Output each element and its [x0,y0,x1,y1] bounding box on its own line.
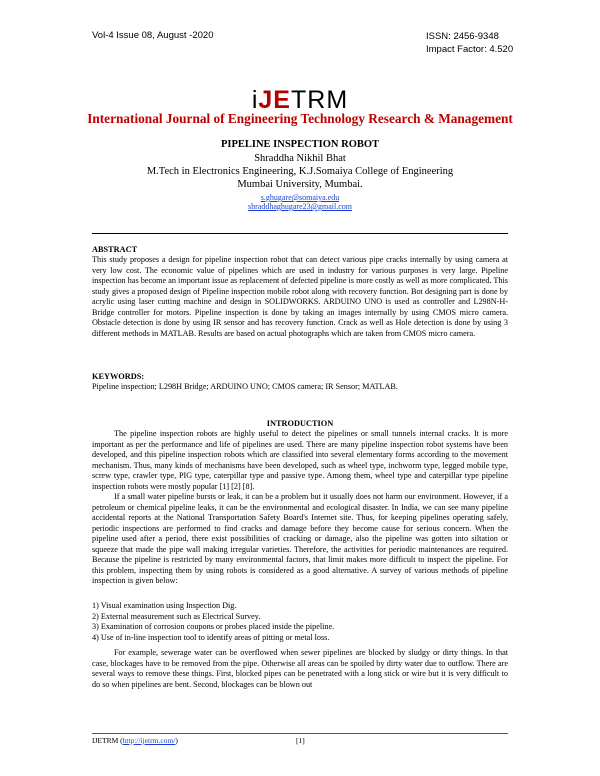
introduction-paragraph-1: The pipeline inspection robots are highly useful to detect the pipelines or small tunnels internal cracks. It is more important as per the performance and life of pipelines are used. There are many pipeline inspection robot systems have been developed, and this pipeline inspection robots which are classified into several elementary forms according to the movement mechanism. Thus, many kinds of mechanisms have been developed, such as wheel type, inchworm type, legged mobile type, screw type, crawler type, PIG type, caterpillar type and passive type. Among them, wheel type and caterpillar type pipeline inspection robots were mostly popular [1] [2] [8]. [92,429,508,491]
issn-number: ISSN: 2456-9348 [426,31,499,42]
footer-journal [92,736,178,745]
issn-impact-block [426,30,513,56]
email-link-1[interactable]: s.ghugare@somaiya.edu [260,193,340,202]
abstract-heading: ABSTRACT [92,245,138,254]
footer-prefix: IJETRM ( [92,736,123,745]
header-divider [92,233,508,234]
page-number: [1] [296,736,305,745]
abstract-text: This study proposes a design for pipeline inspection robot that can detect various pipe cracks internally by using camera at very low cost. The economic value of pipelines which are used in industry for various purposes is very large. Pipeline inspection has become an important issue as replacement of defected pipeline is more costly as well as more complicated. This study gives a proposed design of Pipeline inspection mobile robot along with recovery function. Bot designing part is done by acrylic using laser cutting machine and design in SOLIDWORKS. ARDUINO UNO is used as controller and L298N-H-Bridge controller for motors. Pipeline inspection is done by taking an images internally by using CMOS micro camera. Obstacle detection is done by using IR sensor and has recovery function. Crack as well as Hole detection is done by using 3 different methods in MATLAB. Results are based on actual photographs which are taken from CMOS micro camera. [92,255,508,338]
impact-factor: Impact Factor: 4.520 [426,44,514,55]
list-item: 1) Visual examination using Inspection Dig. [92,601,237,610]
author-name: Shraddha Nikhil Bhat [254,153,346,164]
introduction-paragraph-3: For example, sewerage water can be overflowed when sewer pipelines are blocked by sludgy or dirty things. In that case, blockages have to be removed from the pipe. Otherwise all areas can be spoiled by dirty water due to outflow. There are several ways to remove these things. First, blocked pipes can be penetrated with a long stick or wire but it is very difficult to do so when pipelines are bent. Second, blockages can be blown out [92,648,508,689]
logo-suffix: TRM [291,86,349,114]
introduction-paragraph-2: If a small water pipeline bursts or leak, it can be a problem but it usually does not harm our environment. However, if a petroleum or chemical pipeline leaks, it can be the environmental and ecological disaster. In India, we can see many pipeline accidental reports at the National Transportation Safety Board's Internet site. Thus, for keeping pipelines operating safely, periodic inspections are performed to find cracks and damage before they become cause for serious concern. When the pipeline used after a period, there exist possibilities of cracking or damage, also the pipeline was gotten into siltation or squeeze that made the pipe wall making irregular varieties. Therefore, the activities for periodic maintenances are required. Because the pipeline is restricted by many environmental factors, that limit makes more difficult to inspect the pipeline. For this problem, inspecting them by using robots is considered as a good alternative. A survey of various methods of pipeline inspection is given below: [92,492,508,585]
footer-website-link[interactable]: http://ijetrm.com/ [122,736,176,745]
logo-accent: JE [258,86,291,114]
list-item: 2) External measurement such as Electrical Survey. [92,611,261,621]
email-link-2[interactable]: shraddhaghugare23@gmail.com [247,202,352,211]
volume-issue-date: Vol-4 Issue 08, August -2020 [92,30,214,41]
author-university: Mumbai University, Mumbai. [237,179,363,190]
keywords-heading: KEYWORDS: [92,372,145,381]
list-item: 3) Examination of corrosion coupons or probes placed inside the pipeline. [92,622,335,631]
author-email-link [0,193,600,202]
logo-prefix: i [251,86,259,114]
inspection-methods-list [92,601,508,643]
author-affiliation: M.Tech in Electronics Engineering, K.J.Somaiya College of Engineering [146,166,454,177]
footer-suffix: ) [175,736,178,745]
list-item: 4) Use of in-line inspection tool to identify areas of pitting or metal loss. [92,632,330,642]
introduction-heading: INTRODUCTION [266,419,334,428]
journal-name: International Journal of Engineering Technology Research & Management [87,111,513,126]
footer-divider [92,733,508,734]
author-email-link [0,202,600,211]
keywords-text: Pipeline inspection; L298H Bridge; ARDUINO UNO; CMOS camera; IR Sensor; MATLAB. [92,382,398,391]
paper-title: PIPELINE INSPECTION ROBOT [220,139,380,150]
